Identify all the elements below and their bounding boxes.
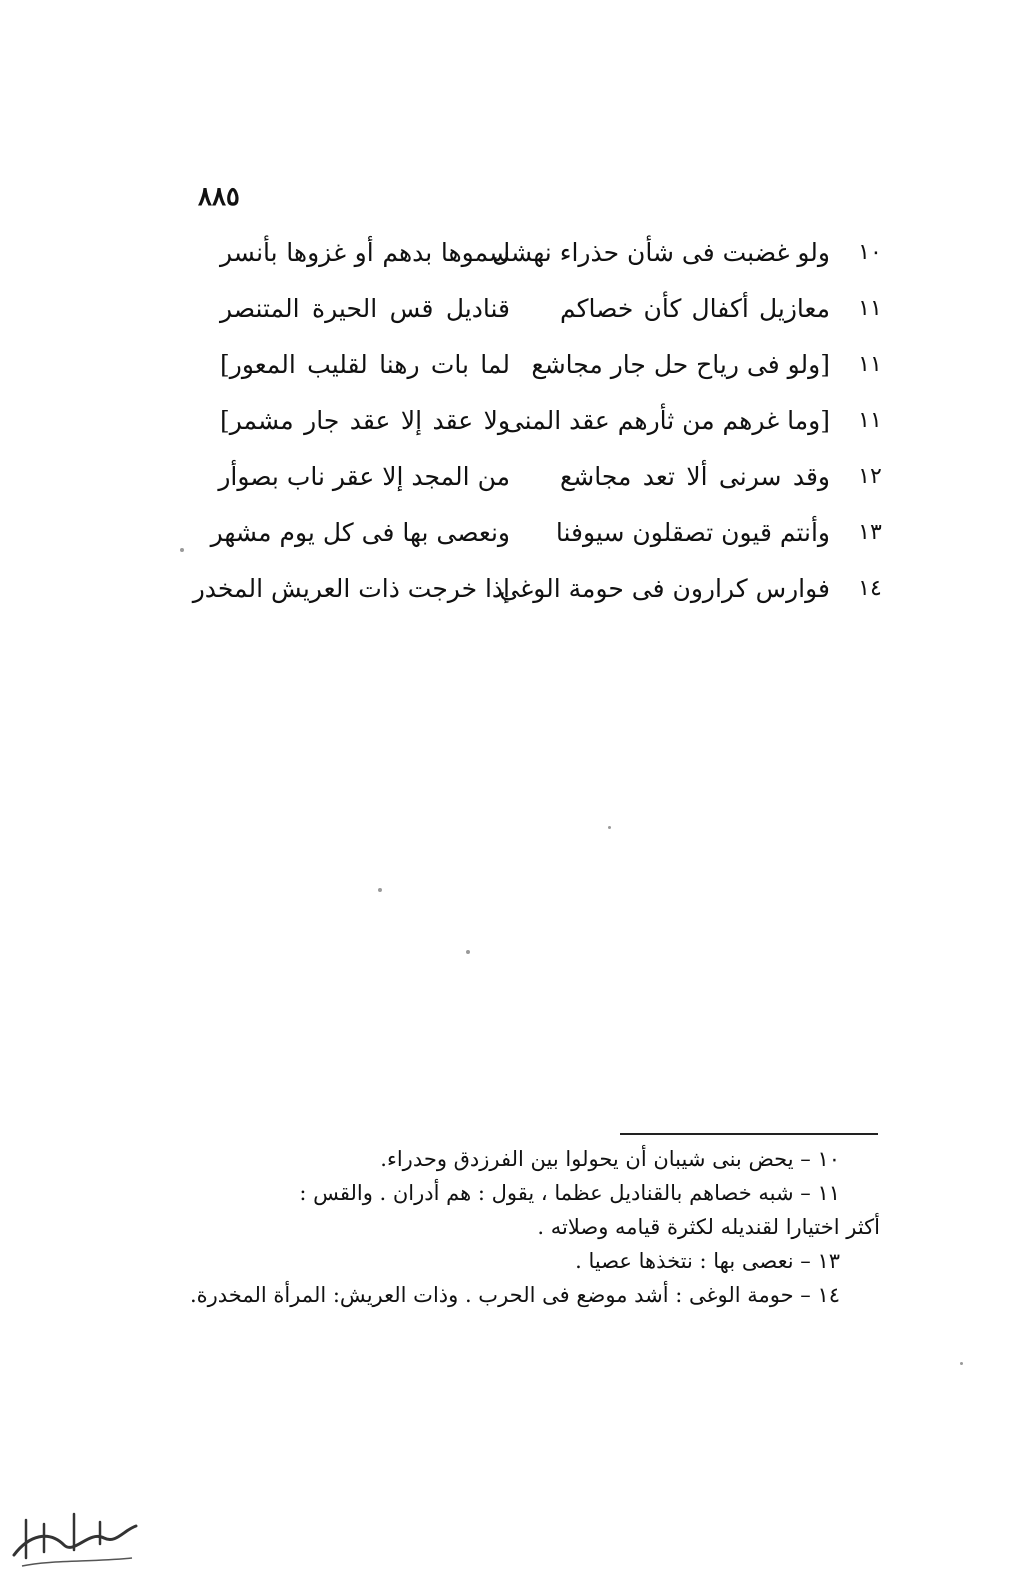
scan-speck [960,1362,963,1365]
verse-row [220,228,890,284]
scan-speck [466,950,470,954]
verse-row [192,564,890,620]
watermark-logo [4,1500,144,1580]
footnote-line: ١٠ – يحض بنى شيبان أن يحولوا بين الفرزدق وحدراء. [380,1147,840,1171]
verse-number: ١٤ [858,576,882,601]
footnotes [180,1142,880,1312]
scan-speck [378,888,382,892]
verse-first-hemistich: فوارس كرارون فى حومة الوغى [499,574,830,603]
verse-second-hemistich: ونعصى بها فى كل يوم مشهر [210,518,510,547]
verse-first-hemistich: وقد سرنى ألا تعد مجاشع [560,462,830,491]
verse-first-hemistich: [وما غرهم من ثأرهم عقد المنى [503,406,830,435]
footnote-line: ١٤ – حومة الوغى : أشد موضع فى الحرب . وذات العريش: المرأة المخدرة. [189,1283,840,1307]
footnote-line: أكثر اختيارا لقنديله لكثرة قيامه وصلاته . [537,1215,880,1239]
verse-second-hemistich: ولا عقد إلا عقد جار مشمر] [220,406,510,435]
scan-speck [608,826,611,829]
footnote-divider [620,1133,878,1135]
verse-row [220,340,890,396]
verse-second-hemistich: إذا خرجت ذات العريش المخدر [192,574,510,603]
verse-second-hemistich: لما بات رهنا لقليب المعور] [220,350,510,379]
page-number: ٨٨٥ [198,182,240,212]
verse-number: ١٣ [858,520,882,545]
footnote-line: ١١ – شبه خصاهم بالقناديل عظما ، يقول : هم أدران . والقس : [299,1181,840,1205]
verse-second-hemistich: سموها بدهم أو غزوها بأنسر [220,238,510,267]
verse-number: ١١ [858,408,882,433]
verse-row [220,452,890,508]
poem [192,228,890,620]
verse-first-hemistich: وأنتم قيون تصقلون سيوفنا [555,518,830,547]
verse-number: ١١ [858,352,882,377]
scan-speck [180,548,184,552]
verse-second-hemistich: قناديل قس الحيرة المتنصر [220,294,510,323]
verse-first-hemistich: معازيل أكفال كأن خصاكم [560,294,830,323]
footnote-line: ١٣ – نعصى بها : نتخذها عصيا . [575,1249,840,1273]
verse-second-hemistich: من المجد إلا عقر ناب بصوأر [218,462,510,491]
verse-row [220,396,890,452]
verse-first-hemistich: ولو غضبت فى شأن حذراء نهشل [492,238,830,267]
verse-number: ١٢ [858,464,882,489]
verse-row [220,284,890,340]
verse-number: ١٠ [858,240,882,265]
verse-row [210,508,890,564]
verse-first-hemistich: [ولو فى رياح حل جار مجاشع [531,350,830,379]
verse-number: ١١ [858,296,882,321]
